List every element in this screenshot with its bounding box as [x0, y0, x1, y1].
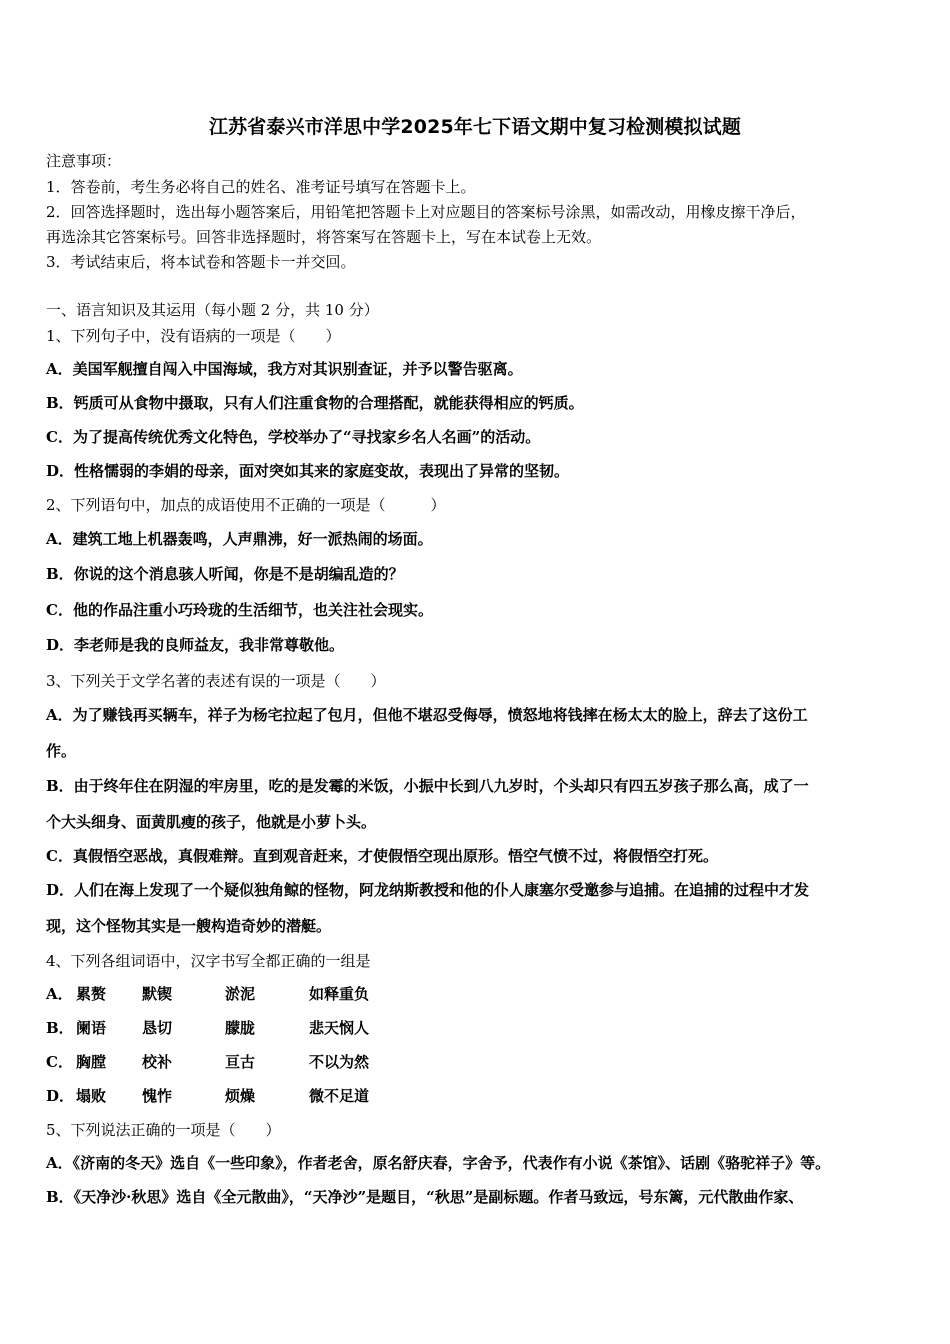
option-line: 现，这个怪物其实是一艘构造奇妙的潜艇。 [46, 917, 332, 935]
word-cell: 微不足道 [309, 1087, 370, 1105]
word-cell: 累赘 [76, 985, 107, 1003]
notice-item: 3．考试结束后，将本试卷和答题卡一并交回。 [46, 253, 356, 271]
word-cell: 阑语 [76, 1019, 107, 1037]
notice-item: 1．答卷前，考生务必将自己的姓名、准考证号填写在答题卡上。 [46, 178, 476, 196]
word-row-label: B． [46, 1019, 74, 1037]
word-row-label: D． [46, 1087, 75, 1105]
word-cell: 淤泥 [225, 985, 256, 1003]
option-line: 作。 [46, 742, 77, 760]
option-line: A．建筑工地上机器轰鸣，人声鼎沸，好一派热闹的场面。 [46, 530, 433, 548]
option-line: D．性格懦弱的李娟的母亲，面对突如其来的家庭变故，表现出了异常的坚韧。 [46, 462, 570, 480]
word-cell: 悲天悯人 [309, 1019, 370, 1037]
option-line: D．李老师是我的良师益友，我非常尊敬他。 [46, 636, 345, 654]
option-line: 个大头细身、面黄肌瘦的孩子，他就是小萝卜头。 [46, 813, 377, 831]
question-stem: 5、下列说法正确的一项是（ ） [46, 1121, 281, 1139]
word-cell: 不以为然 [309, 1053, 370, 1071]
option-line: B．你说的这个消息骇人听闻，你是不是胡编乱造的？ [46, 565, 404, 583]
word-cell: 塌败 [76, 1087, 107, 1105]
page-title: 江苏省泰兴市洋思中学2025年七下语文期中复习检测模拟试题 [209, 116, 741, 138]
option-line: B．由于终年住在阴湿的牢房里，吃的是发霉的米饭，小振中长到八九岁时，个头却只有四五岁孩子那么高，成了一 [46, 777, 809, 795]
word-cell: 烦燥 [225, 1087, 256, 1105]
option-line: C．真假悟空恶战，真假难辩。直到观音赶来，才使假悟空现出原形。悟空气愤不过，将假悟空打死。 [46, 847, 718, 865]
question-stem: 3、下列关于文学名著的表述有误的一项是（ ） [46, 672, 386, 690]
option-line: A．《济南的冬天》选自《一些印象》，作者老舍，原名舒庆春，字舍予，代表作有小说《茶馆》、话剧《骆驼祥子》等。 [46, 1154, 831, 1172]
word-row-label: A． [46, 985, 73, 1003]
question-stem: 2、下列语句中，加点的成语使用不正确的一项是（ ） [46, 496, 446, 514]
notice-heading: 注意事项： [46, 152, 122, 170]
word-cell: 校补 [142, 1053, 173, 1071]
question-stem: 4、下列各组词语中，汉字书写全都正确的一组是 [46, 952, 371, 970]
word-cell: 恳切 [142, 1019, 173, 1037]
option-line: A．为了赚钱再买辆车，祥子为杨宅拉起了包月，但他不堪忍受侮辱，愤怒地将钱摔在杨太太的脸上，辞去了这份工 [46, 706, 808, 724]
option-line: D．人们在海上发现了一个疑似独角鲸的怪物，阿龙纳斯教授和他的仆人康塞尔受邀参与追捕。在追捕的过程中才发 [46, 881, 810, 899]
option-line: A．美国军舰擅自闯入中国海域，我方对其识别查证，并予以警告驱离。 [46, 360, 523, 378]
option-line: B．《天净沙·秋思》选自《全元散曲》，“天净沙”是题目，“秋思”是副标题。作者马致远，号东篱，元代散曲作家、 [46, 1188, 804, 1206]
question-stem: 1、下列句子中，没有语病的一项是（ ） [46, 327, 341, 345]
word-cell: 胸膛 [76, 1053, 107, 1071]
word-row-label: C． [46, 1053, 73, 1071]
word-cell: 朦胧 [225, 1019, 256, 1037]
word-cell: 默锲 [142, 985, 173, 1003]
option-line: B．钙质可从食物中摄取，只有人们注重食物的合理搭配，就能获得相应的钙质。 [46, 394, 584, 412]
notice-item: 2．回答选择题时，选出每小题答案后，用铅笔把答题卡上对应题目的答案标号涂黑，如需改动，用橡皮擦干净后， [46, 203, 806, 221]
word-cell: 如释重负 [309, 985, 370, 1003]
option-line: C．他的作品注重小巧玲珑的生活细节，也关注社会现实。 [46, 601, 433, 619]
word-cell: 亘古 [225, 1053, 256, 1071]
word-cell: 愧怍 [142, 1087, 173, 1105]
option-line: C．为了提高传统优秀文化特色，学校举办了“寻找家乡名人名画”的活动。 [46, 428, 541, 446]
notice-item: 再选涂其它答案标号。回答非选择题时，将答案写在答题卡上，写在本试卷上无效。 [46, 228, 602, 246]
section-heading: 一、语言知识及其运用（每小题 2 分，共 10 分） [46, 301, 379, 319]
